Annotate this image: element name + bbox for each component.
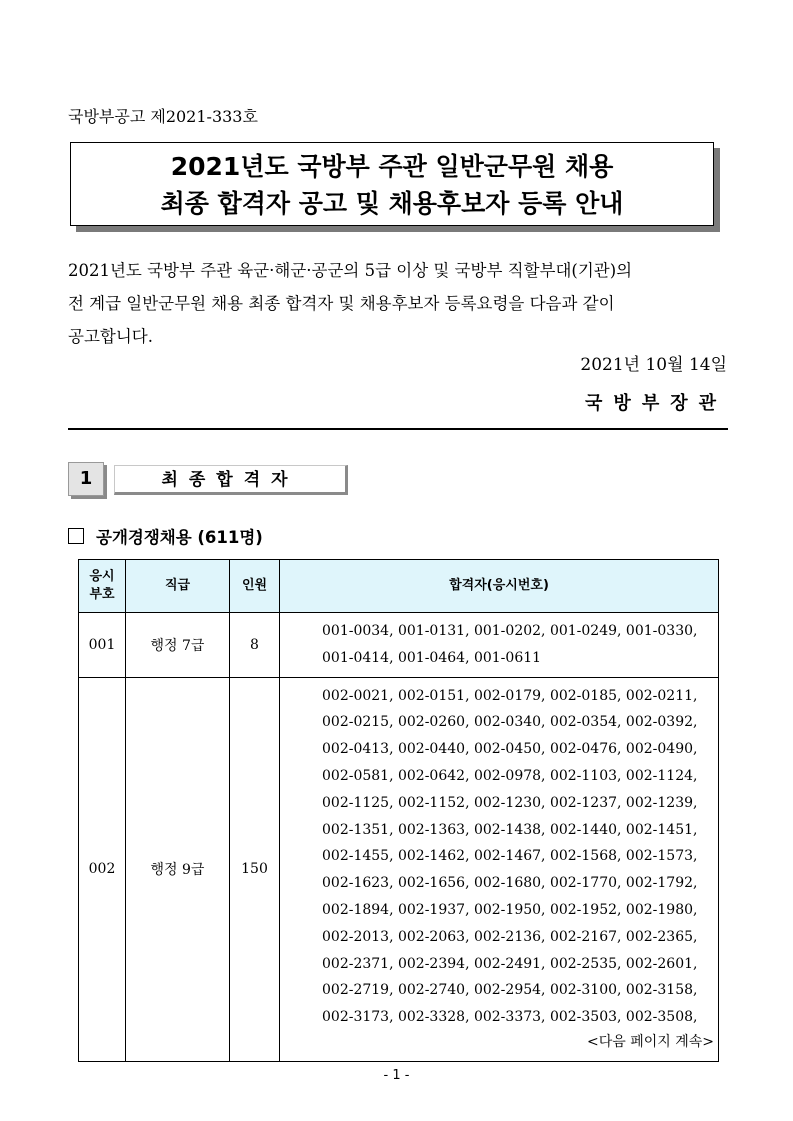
title-line-1: 2021년도 국방부 주관 일반군무원 채용: [170, 152, 614, 181]
passer-numbers-line: 002-2371, 002-2394, 002-2491, 002-2535, 002-2601,: [322, 955, 698, 972]
announcement-date: 2021년 10월 14일: [580, 355, 727, 375]
passer-numbers-line: 002-0215, 002-0260, 002-0340, 002-0354, 002-0392,: [322, 714, 698, 731]
intro-line-2: 전 계급 일반군무원 채용 최종 합격자 및 채용후보자 등록요령을 다음과 같이: [68, 294, 615, 313]
subheading: [68, 524, 263, 548]
continued-note: <다음 페이지 계속>: [586, 1033, 714, 1050]
header-code: [79, 560, 126, 613]
divider: [68, 428, 728, 430]
passers-table: [78, 559, 719, 1062]
passer-numbers-line: 002-3173, 002-3328, 002-3373, 002-3503, 002-3508,: [322, 1009, 698, 1026]
title-box: [70, 142, 714, 226]
passer-numbers-line: 002-1125, 002-1152, 002-1230, 002-1237, 002-1239,: [322, 794, 698, 811]
passer-numbers-line: 002-2719, 002-2740, 002-2954, 002-3100, 002-3158,: [322, 982, 698, 999]
passer-numbers-line: 002-0021, 002-0151, 002-0179, 002-0185, 002-0211,: [322, 687, 698, 704]
passer-numbers-line: 002-0581, 002-0642, 002-0978, 002-1103, 002-1124,: [322, 767, 698, 784]
checkbox-square-icon: [68, 528, 84, 544]
table-row: [79, 613, 719, 678]
passer-numbers-line: 002-2013, 002-2063, 002-2136, 002-2167, 002-2365,: [322, 928, 698, 945]
section-number: 1: [68, 462, 104, 496]
header-grade: 직급: [126, 560, 230, 613]
passer-numbers-line: 002-0413, 002-0440, 002-0450, 002-0476, 002-0490,: [322, 741, 698, 758]
title-line-2: 최종 합격자 공고 및 채용후보자 등록 안내: [160, 189, 624, 218]
cell-grade: 행정 9급: [126, 677, 230, 1061]
notice-number: 국방부공고 제2021-333호: [68, 107, 258, 126]
header-count: 인원: [230, 560, 280, 613]
passer-numbers-line: 002-1351, 002-1363, 002-1438, 002-1440, 002-1451,: [322, 821, 698, 838]
subheading-text: 공개경쟁채용 (611명): [96, 528, 263, 547]
header-code-text: 응시 부호: [89, 569, 115, 602]
passer-numbers-line: 002-1894, 002-1937, 002-1950, 002-1952, 002-1980,: [322, 901, 698, 918]
intro-line-3: 공고합니다.: [68, 327, 153, 346]
section-title: 최종합격자: [114, 465, 348, 495]
passer-numbers-line: 001-0414, 001-0464, 001-0611: [322, 649, 542, 666]
cell-count: 150: [230, 677, 280, 1061]
page-number: - 1 -: [383, 1068, 410, 1083]
cell-code: 002: [79, 677, 126, 1061]
cell-passers: [280, 677, 719, 1061]
table-header-row: [79, 560, 719, 613]
cell-passers: [280, 613, 719, 678]
passer-numbers-line: 002-1455, 002-1462, 002-1467, 002-1568, 002-1573,: [322, 848, 698, 865]
cell-code: 001: [79, 613, 126, 678]
passer-numbers-line: 001-0034, 001-0131, 001-0202, 001-0249, 001-0330,: [322, 623, 698, 639]
intro-paragraph: [68, 254, 728, 353]
table-row: [79, 677, 719, 1061]
cell-grade: 행정 7급: [126, 613, 230, 678]
cell-count: 8: [230, 613, 280, 678]
intro-line-1: 2021년도 국방부 주관 육군·해군·공군의 5급 이상 및 국방부 직할부대(기관)의: [68, 261, 633, 280]
issuer: 국방부장관: [585, 393, 727, 414]
passer-numbers-line: 002-1623, 002-1656, 002-1680, 002-1770, 002-1792,: [322, 875, 698, 892]
header-passers: 합격자(응시번호): [280, 560, 719, 613]
